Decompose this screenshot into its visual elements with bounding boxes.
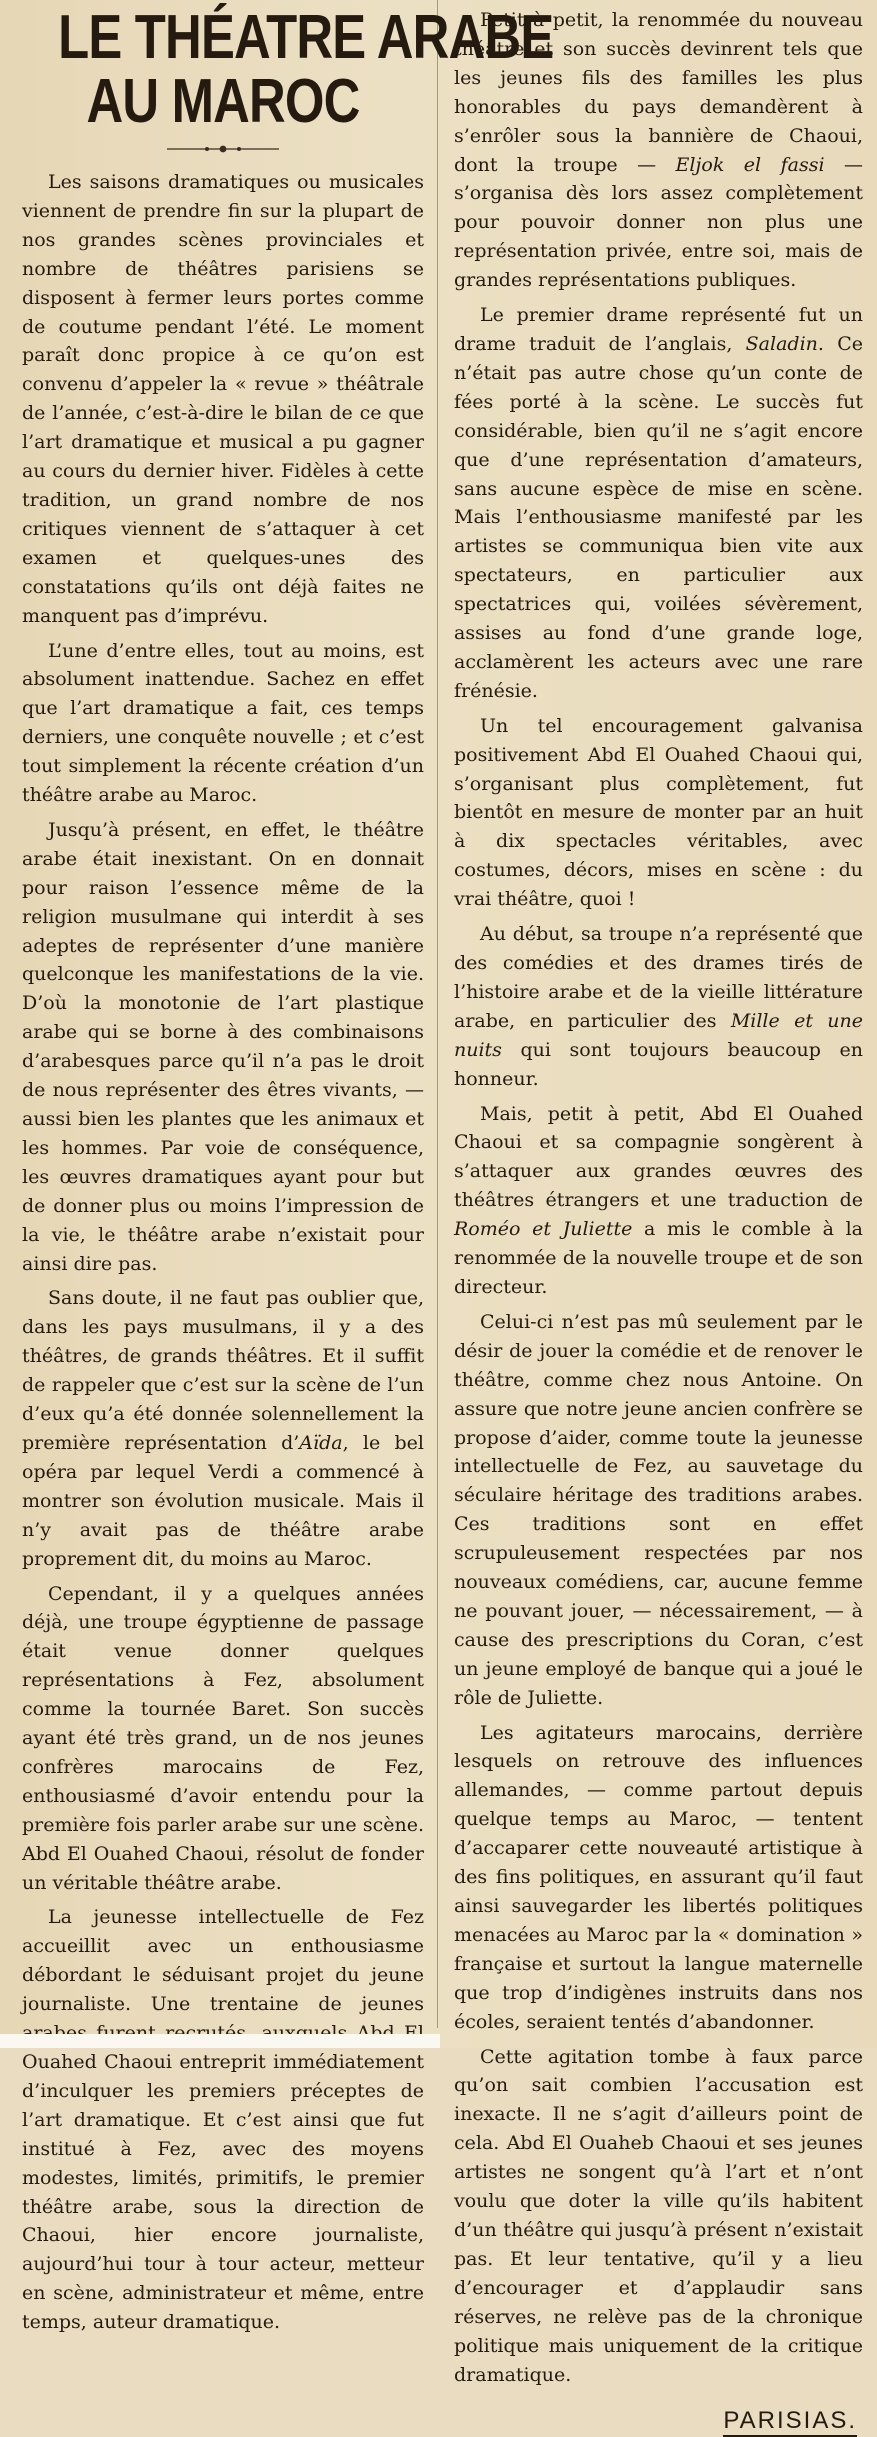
- right-column-text: [454, 6, 863, 2389]
- paragraph: [22, 637, 424, 810]
- paragraph: [454, 6, 863, 295]
- paragraph: [22, 1580, 424, 1898]
- italic-title: Aïda: [299, 1431, 343, 1454]
- paragraph-text: Jusqu’à présent, en effet, le théâtre arabe était inexistant. On en donnait pour raison l’essence même de la religion musulmane qui interdit à ses adeptes de représenter d’une manière quelconque les manifestations de la vie. D’où la monotonie de l’art plastique arabe qui se borne à des combinaisons d’arabesques parce qu’il n’a pas le droit de nous représenter des êtres vivants, — aussi bien les plantes que les animaux et les hommes. Par voie de conséquence, les œuvres dramatiques ayant pour but de donner plus ou moins l’impression de la vie, le théâtre arabe n’existait pour ainsi dire pas.: [22, 818, 424, 1275]
- paragraph: [22, 168, 424, 631]
- paragraph: [454, 920, 863, 1093]
- paragraph-text: qui sont toujours beaucoup en honneur.: [454, 1038, 863, 1090]
- paragraph: [22, 1284, 424, 1573]
- italic-title: Eljok el fassi: [675, 153, 825, 176]
- paragraph: [454, 2043, 863, 2390]
- paragraph-text: Au début, sa troupe n’a représenté que des comédies et des drames tirés de l’histoire arabe et de la vieille littérature arabe, en particulier des: [454, 923, 863, 1032]
- signature-text: PARISIAS.: [723, 2407, 857, 2437]
- paragraph-text: Le premier drame représenté fut un drame traduit de l’anglais,: [454, 304, 863, 355]
- title-line-2: AU MAROC: [86, 67, 360, 136]
- article-title: [58, 3, 554, 136]
- paragraph: [22, 1903, 424, 2337]
- paragraph-text: La jeunesse intellectuelle de Fez accueillit avec un enthousiasme débordant le séduisant projet du jeune journaliste. Une trentaine de jeunes Ouahed Chaoui entreprit immédiatement d’inculquer les premiers préceptes de l’art dramatique. Et c’est ainsi que fut institué à Fez, avec des moyens modestes, limités, primitifs, le premier théâtre arabe, sous la direction de Chaoui, hier encore journaliste, aujourd’hui tour à tour acteur, metteur en scène, administrateur et même, entre temps, auteur dramatique.: [22, 1906, 424, 2334]
- italic-title: Mille et une nuits: [454, 1009, 864, 1061]
- paragraph-text: a mis le comble à la renommée de la nouvelle troupe et de son directeur.: [454, 1218, 864, 1298]
- title-ornament: [22, 142, 424, 158]
- paragraph-text: , le bel opéra par lequel Verdi a commencé à montrer son évolution musicale. Mais il n’y avait pas de théâtre arabe proprement dit, du moins au Maroc.: [22, 1431, 424, 1570]
- title-line-1: LE THÉATRE ARABE: [58, 3, 554, 72]
- italic-title: Roméo et Juliette: [454, 1218, 633, 1241]
- paragraph: [454, 301, 863, 706]
- paragraph-text: . Ce n’était pas autre chose qu’un conte de fées porté à la scène. Le succès fut considérable, bien qu’il ne s’agit encore que d’une représentation d’amateurs, sans aucune espèce de mise en scène. Mais l’enthousiasme manifesté par les artistes se communiqua bien vite aux spectateurs, en particulier aux spectatrices qui, voilées sévèrement, assises au fond d’une grande loge, acclamèrent les acteurs avec une rare frénésie.: [454, 332, 863, 702]
- paragraph-text: — s’organisa dès lors assez complètement pour pouvoir donner non plus une représentation privée, entre soi, mais de grandes représentations publiques.: [454, 153, 863, 292]
- paragraph-text: Celui-ci n’est pas mû seulement par le désir de jouer la comédie et de renover le théâtre, comme chez nous Antoine. On assure que notre jeune ancien confrère se propose d’aider, comme toute la jeunesse intellectuelle de Fez, au sauvetage du séculaire héritage des traditions arabes. Ces traditions sont en effet scrupuleusement respectées par nos nouveaux comédiens, car, aucune femme ne pouvant jouer, — nécessairement, — à cause des prescriptions du Coran, c’est un jeune employé de banque qui a joué le rôle de Juliette.: [454, 1310, 863, 1709]
- ornament-rule-icon: [163, 142, 283, 156]
- paragraph-text: Sans doute, il ne faut pas oublier que, dans les pays musulmans, il y a des théâtres, de grands théâtres. Et il suffit de rappeler que c’est sur la scène de l’un d’eux qu’a été donnée solennellement la première représentation d’: [22, 1287, 424, 1454]
- paragraph: [454, 712, 863, 914]
- right-column: [440, 0, 877, 2435]
- left-column-text: [22, 168, 424, 2337]
- author-signature: [454, 2407, 857, 2435]
- paragraph-text: Les agitateurs marocains, derrière lesquels on retrouve des influences allemandes, — comme partout depuis quelque temps au Maroc, — tentent d’accaparer cette nouveauté artistique à des fins politiques, en assurant qu’il faut ainsi sauvegarder les libertés politiques menacées au Maroc par la « domination » française et surtout la langue maternelle que trop d’indigènes instruits dans nos écoles, seraient tentés d’abandonner.: [454, 1721, 863, 2033]
- paragraph-text: Petit à petit, la renommée du nouveau théâtre et son succès devinrent tels que les jeunes fils des familles les plus honorables du pays demandèrent à s’enrôler sous la bannière de Chaoui, dont la troupe —: [454, 9, 863, 176]
- paragraph: [22, 816, 424, 1279]
- page-cut-edge: [0, 2034, 440, 2048]
- paragraph-text: Cette agitation tombe à faux parce qu’on sait combien l’accusation est inexacte. Il ne s’agit d’ailleurs point de cela. Abd El Ouaheb Chaoui et ses jeunes artistes ne songent qu’à l’art et n’ont voulu que doter la ville qu’ils habitent d’un théâtre qui jusqu’à présent n’existait pas. Et leur tentative, qu’il y a lieu d’encourager et d’applaudir sans réserves, ne relève pas de la chronique politique mais uniquement de la critique dramatique.: [454, 2045, 863, 2386]
- paragraph-text: Mais, petit à petit, Abd El Ouahed Chaoui et sa compagnie songèrent à s’attaquer aux grandes œuvres des théâtres étrangers et une traduction de: [454, 1102, 863, 1212]
- paragraph-text: Cependant, il y a quelques années déjà, une troupe égyptienne de passage était venue donner quelques représentations à Fez, absolument comme la tournée Baret. Son succès ayant été très grand, un de nos jeunes confrères marocains de Fez, enthousiasmé d’avoir entendu pour la première fois parler arabe sur une scène. Abd El Ouahed Chaoui, résolut de fonder un véritable théâtre arabe.: [22, 1582, 424, 1894]
- paragraph-text: L’une d’entre elles, tout au moins, est absolument inattendue. Sachez en effet que l’art dramatique a fait, ces temps derniers, une conquête nouvelle ; et c’est tout simplement la récente création d’un théâtre arabe au Maroc.: [22, 639, 424, 807]
- paragraph: [454, 1308, 863, 1713]
- paragraph: [454, 1719, 863, 2037]
- paragraph: [454, 1100, 863, 1302]
- paragraph-text: Un tel encouragement galvanisa positivement Abd El Ouahed Chaoui qui, s’organisant plus complètement, fut bientôt en mesure de monter par an huit à dix spectacles véritables, avec costumes, décors, mises en scène : du vrai théâtre, quoi !: [454, 714, 863, 911]
- paragraph-text: Les saisons dramatiques ou musicales viennent de prendre fin sur la plupart de nos grandes scènes provinciales et nombre de théâtres parisiens se disposent à fermer leurs portes comme de coutume pendant l’été. Le moment paraît donc propice à ce qu’on est convenu d’appeler la « revue » théâtrale de l’année, c’est-à-dire le bilan de ce que l’art dramatique et musical a pu gagner au cours du dernier hiver. Fidèles à cette tradition, un grand nombre de nos critiques viennent de s’attaquer à cet examen et quelques-unes des constatations qu’ils ont déjà faites ne manquent pas d’imprévu.: [22, 171, 424, 627]
- italic-title: Saladin: [745, 332, 818, 355]
